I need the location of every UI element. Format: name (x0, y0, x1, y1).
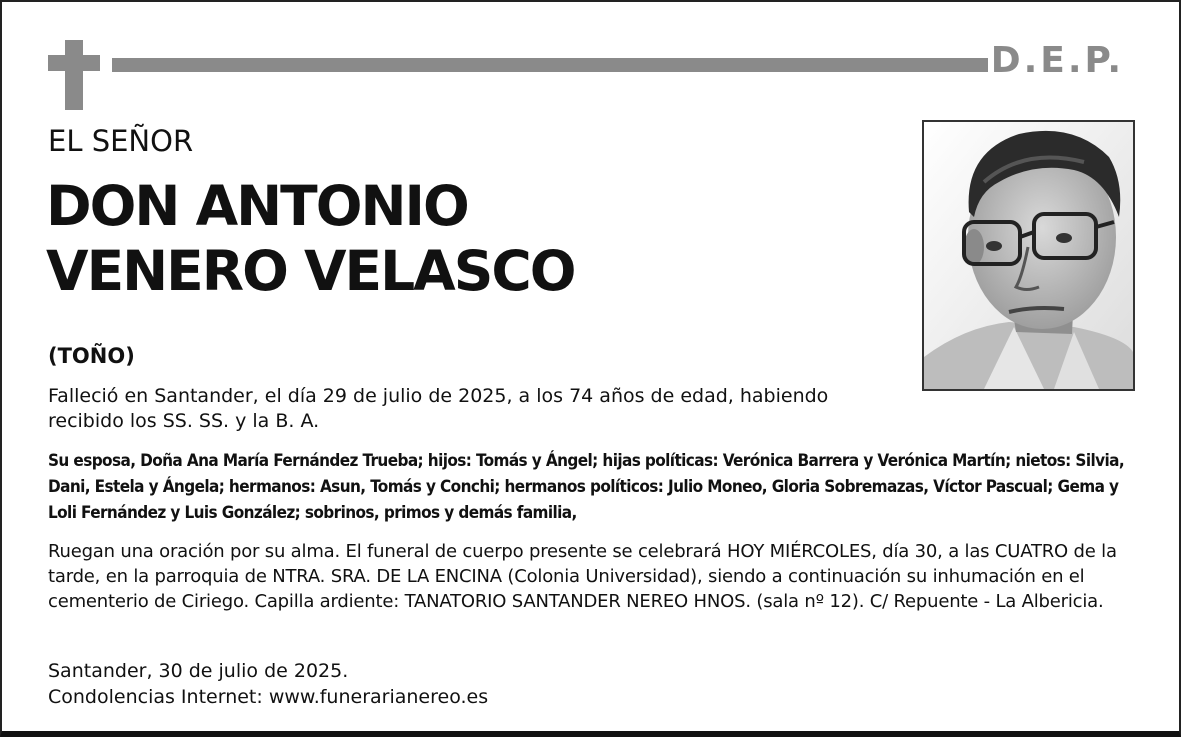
portrait-photo (922, 120, 1135, 391)
name-line-2: VENERO VELASCO (46, 239, 575, 303)
footer-info (48, 658, 488, 710)
condolences-link[interactable]: Condolencias Internet: www.funerarianereo.es (48, 686, 489, 708)
funeral-details: Ruegan una oración por su alma. El funeral de cuerpo presente se celebrará HOY MIÉRCOLES, día 30, a las CUATRO de la tarde, en la parroquia de NTRA. SRA. DE LA ENCINA (Colonia Universidad), siendo a continuación su inhumación en el cementerio de Ciriego. Capilla ardiente: TANATORIO SANTANDER NEREO HNOS. (sala nº 12). C/ Repuente - La Albericia. (48, 541, 1117, 612)
nickname: (TOÑO) (48, 344, 135, 368)
deceased-name (46, 174, 574, 304)
family-list: Su esposa, Doña Ana María Fernández Trueba; hijos: Tomás y Ángel; hijas políticas: Verónica Barrera y Verónica Martín; nietos: Silvia, Dani, Estela y Ángela; hermanos: Asun, Tomás y Conchi; hermanos políticos: Julio Moneo, Gloria Sobremazas, Víctor Pascual; Gema y Loli Fernández y Luis González; sobrinos, primos y demás familia, (48, 451, 1125, 523)
place-date: Santander, 30 de julio de 2025. (48, 660, 349, 682)
header-rule (112, 58, 988, 72)
dep-label: D.E.P. (990, 40, 1124, 81)
name-line-1: DON ANTONIO (46, 174, 468, 238)
title-prefix: EL SEÑOR (48, 124, 194, 158)
death-notice: Falleció en Santander, el día 29 de julio de 2025, a los 74 años de edad, habiendo recibido los SS. SS. y la B. A. (48, 385, 829, 432)
